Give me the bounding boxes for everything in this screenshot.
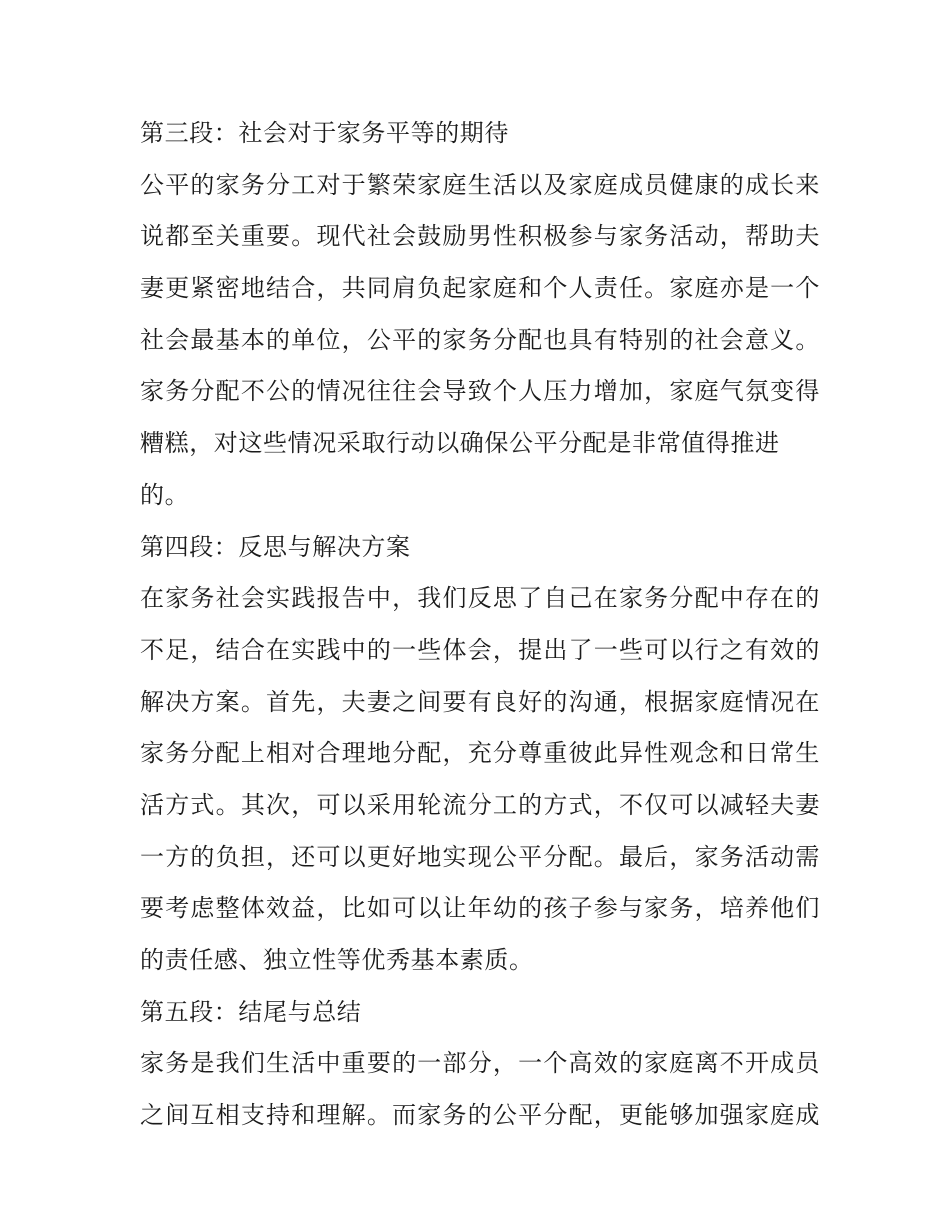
paragraph-line: 之间互相支持和理解。而家务的公平分配，更能够加强家庭成 bbox=[140, 1101, 820, 1130]
paragraph-line: 解决方案。首先，夫妻之间要有良好的沟通，根据家庭情况在 bbox=[140, 687, 820, 716]
section-heading-5: 第五段：结尾与总结 bbox=[140, 997, 362, 1026]
paragraph-line: 公平的家务分工对于繁荣家庭生活以及家庭成员健康的成长来 bbox=[140, 170, 820, 199]
paragraph-line: 妻更紧密地结合，共同肩负起家庭和个人责任。家庭亦是一个 bbox=[140, 274, 820, 303]
paragraph-line: 不足，结合在实践中的一些体会，提出了一些可以行之有效的 bbox=[140, 635, 820, 664]
section-heading-4: 第四段：反思与解决方案 bbox=[140, 532, 411, 561]
paragraph-line: 家务是我们生活中重要的一部分，一个高效的家庭离不开成员 bbox=[140, 1049, 820, 1078]
document-body bbox=[140, 108, 820, 1142]
paragraph-line: 家务分配上相对合理地分配，充分尊重彼此异性观念和日常生 bbox=[140, 739, 820, 768]
paragraph-line: 家务分配不公的情况往往会导致个人压力增加，家庭气氛变得 bbox=[140, 377, 820, 406]
paragraph-line: 活方式。其次，可以采用轮流分工的方式，不仅可以减轻夫妻 bbox=[140, 790, 820, 819]
paragraph-line: 要考虑整体效益，比如可以让年幼的孩子参与家务，培养他们 bbox=[140, 894, 820, 923]
section-heading-3: 第三段：社会对于家务平等的期待 bbox=[140, 119, 509, 147]
paragraph-line: 社会最基本的单位，公平的家务分配也具有特别的社会意义。 bbox=[140, 325, 820, 354]
paragraph-line: 一方的负担，还可以更好地实现公平分配。最后，家务活动需 bbox=[140, 842, 820, 871]
paragraph-line: 说都至关重要。现代社会鼓励男性积极参与家务活动，帮助夫 bbox=[140, 222, 820, 251]
paragraph-line: 的责任感、独立性等优秀基本素质。 bbox=[140, 946, 534, 974]
paragraph-line: 在家务社会实践报告中，我们反思了自己在家务分配中存在的 bbox=[140, 584, 820, 613]
paragraph-line: 的。 bbox=[140, 480, 190, 509]
paragraph-line: 糟糕，对这些情况采取行动以确保公平分配是非常值得推进 bbox=[140, 429, 780, 458]
